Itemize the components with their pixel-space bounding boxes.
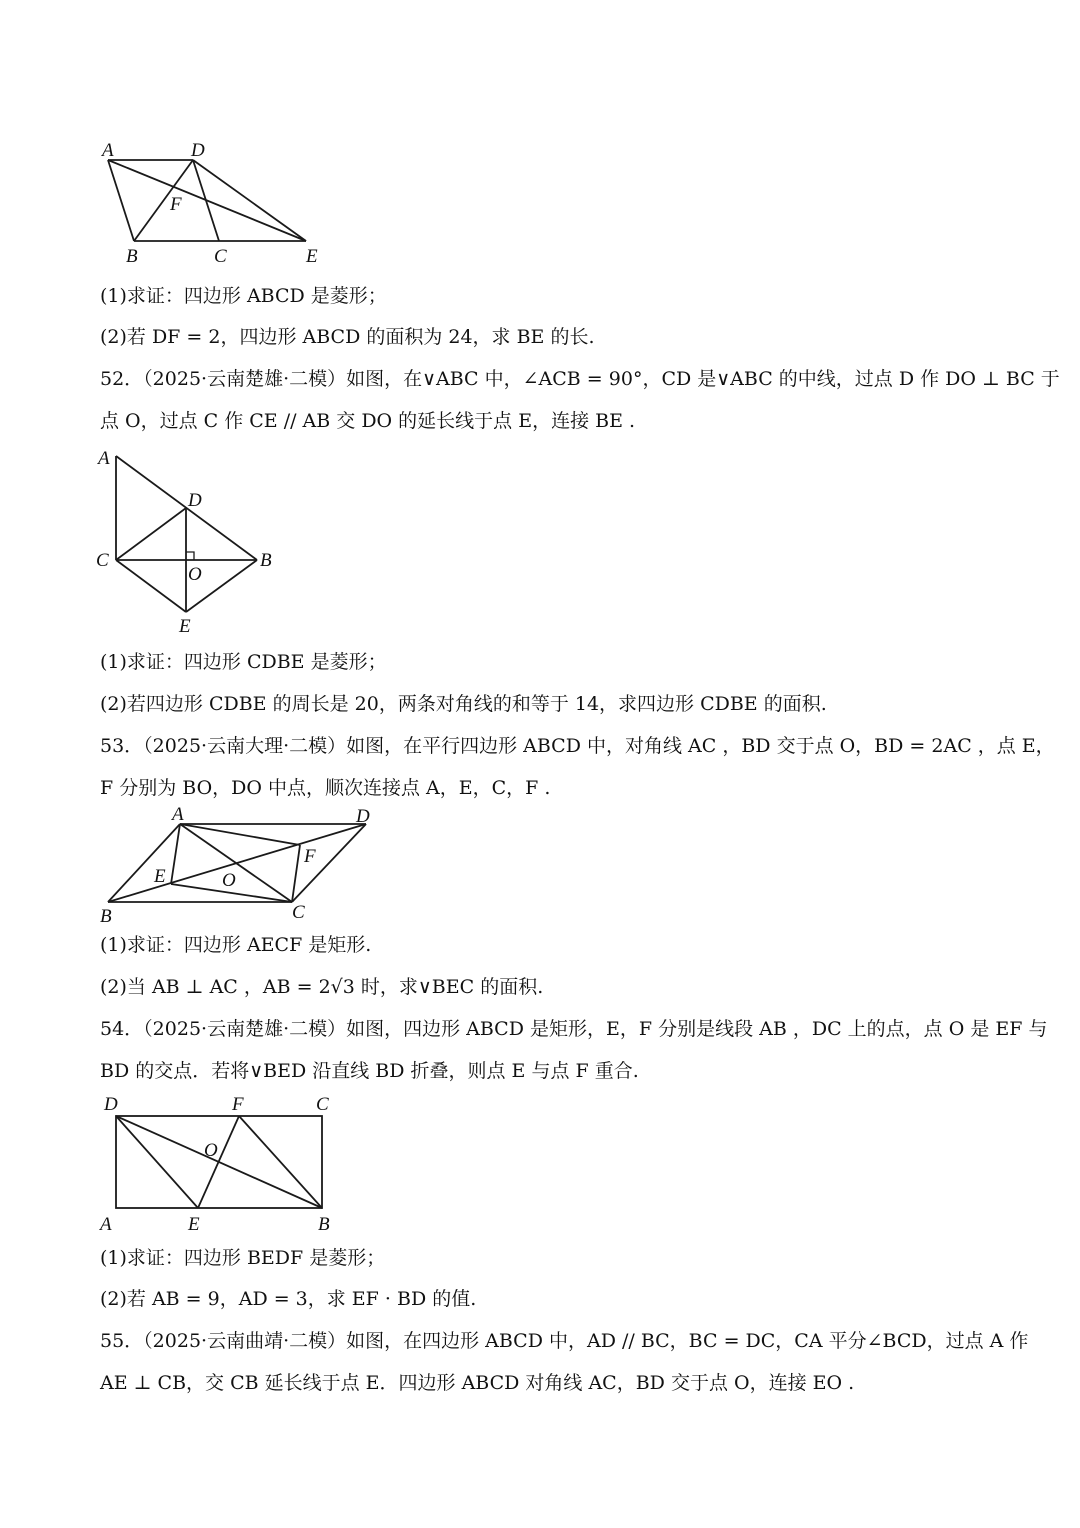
label-a: A [100,1214,112,1235]
problem-53-statement-line-1: 53．（2025·云南大理·二模）如图，在平行四边形 ABCD 中，对角线 AC ，BD 交于点 O，BD = 2AC ，点 E， [100,735,1055,757]
segment-ce [116,560,186,612]
segment-de [193,160,306,241]
problem-55-statement-line-2: AE ⊥ CB，交 CB 延长线于点 E．四边形 ABCD 对角线 AC，BD 交于点 O，连接 EO . [100,1372,855,1394]
label-d: D [188,490,202,511]
label-f: F [304,846,316,867]
problem-54-statement-line-2: BD 的交点．若将∨BED 沿直线 BD 折叠，则点 E 与点 F 重合. [100,1060,639,1082]
segment-ab [108,160,134,241]
segment-de [116,1116,198,1208]
problem-53-part-2: (2)当 AB ⊥ AC ，AB = 2√3 时，求∨BEC 的面积. [100,976,544,998]
problem-54-statement-line-1: 54．（2025·云南楚雄·二模）如图，四边形 ABCD 是矩形，E，F 分别是线段 AB ，DC 上的点，点 O 是 EF 与 [100,1018,1048,1040]
problem-54-part-1: (1)求证：四边形 BEDF 是菱形； [100,1247,386,1269]
segment-bd [134,160,193,241]
segment-cf [292,845,300,902]
label-d: D [191,140,205,161]
label-c: C [214,246,227,267]
segment-bd [108,824,366,902]
label-f: F [170,194,182,215]
label-f: F [232,1094,244,1115]
label-o: O [222,870,236,891]
problem-55-statement-line-1: 55．（2025·云南曲靖·二模）如图，在四边形 ABCD 中，AD // BC，BC = DC，CA 平分∠BCD，过点 A 作 [100,1330,1029,1352]
problem-52-statement-line-1: 52．（2025·云南楚雄·二模）如图，在∨ABC 中，∠ACB = 90°，CD 是∨ABC 的中线，过点 D 作 DO ⊥ BC 于 [100,368,1060,390]
figure-53 [94,806,384,928]
label-a: A [102,140,114,161]
problem-51-part-1: (1)求证：四边形 ABCD 是菱形； [100,285,387,307]
segment-cd [116,508,186,560]
figure-52 [94,444,294,636]
label-e: E [179,616,191,637]
label-d: D [104,1094,118,1115]
right-angle-mark [186,552,194,560]
segment-ae [108,160,306,241]
problem-53-statement-line-2: F 分别为 BO，DO 中点，顺次连接点 A，E，C，F . [100,777,551,799]
label-b: B [126,246,138,267]
label-o: O [188,564,202,585]
problem-54-part-2: (2)若 AB = 9，AD = 3，求 EF · BD 的值. [100,1288,477,1310]
label-c: C [292,902,305,923]
figure-51 [96,138,336,268]
label-c: C [316,1094,329,1115]
label-b: B [318,1214,330,1235]
label-c: C [96,550,109,571]
label-e: E [188,1214,200,1235]
problem-53-part-1: (1)求证：四边形 AECF 是矩形. [100,934,372,956]
segment-ef [198,1116,239,1208]
label-b: B [100,906,112,927]
label-e: E [306,246,318,267]
label-a: A [172,804,184,825]
label-a: A [98,448,110,469]
label-o: O [204,1140,218,1161]
segment-fb [239,1116,322,1208]
label-e: E [154,866,166,887]
figure-54 [96,1092,346,1238]
segment-fa [180,824,300,845]
problem-51-part-2: (2)若 DF = 2，四边形 ABCD 的面积为 24，求 BE 的长. [100,326,595,348]
problem-52-part-2: (2)若四边形 CDBE 的周长是 20，两条对角线的和等于 14，求四边形 CDBE 的面积. [100,693,827,715]
problem-52-statement-line-2: 点 O，过点 C 作 CE // AB 交 DO 的延长线于点 E，连接 BE . [100,410,636,432]
problem-52-part-1: (1)求证：四边形 CDBE 是菱形； [100,651,387,673]
label-d: D [356,806,370,827]
label-b: B [260,550,272,571]
